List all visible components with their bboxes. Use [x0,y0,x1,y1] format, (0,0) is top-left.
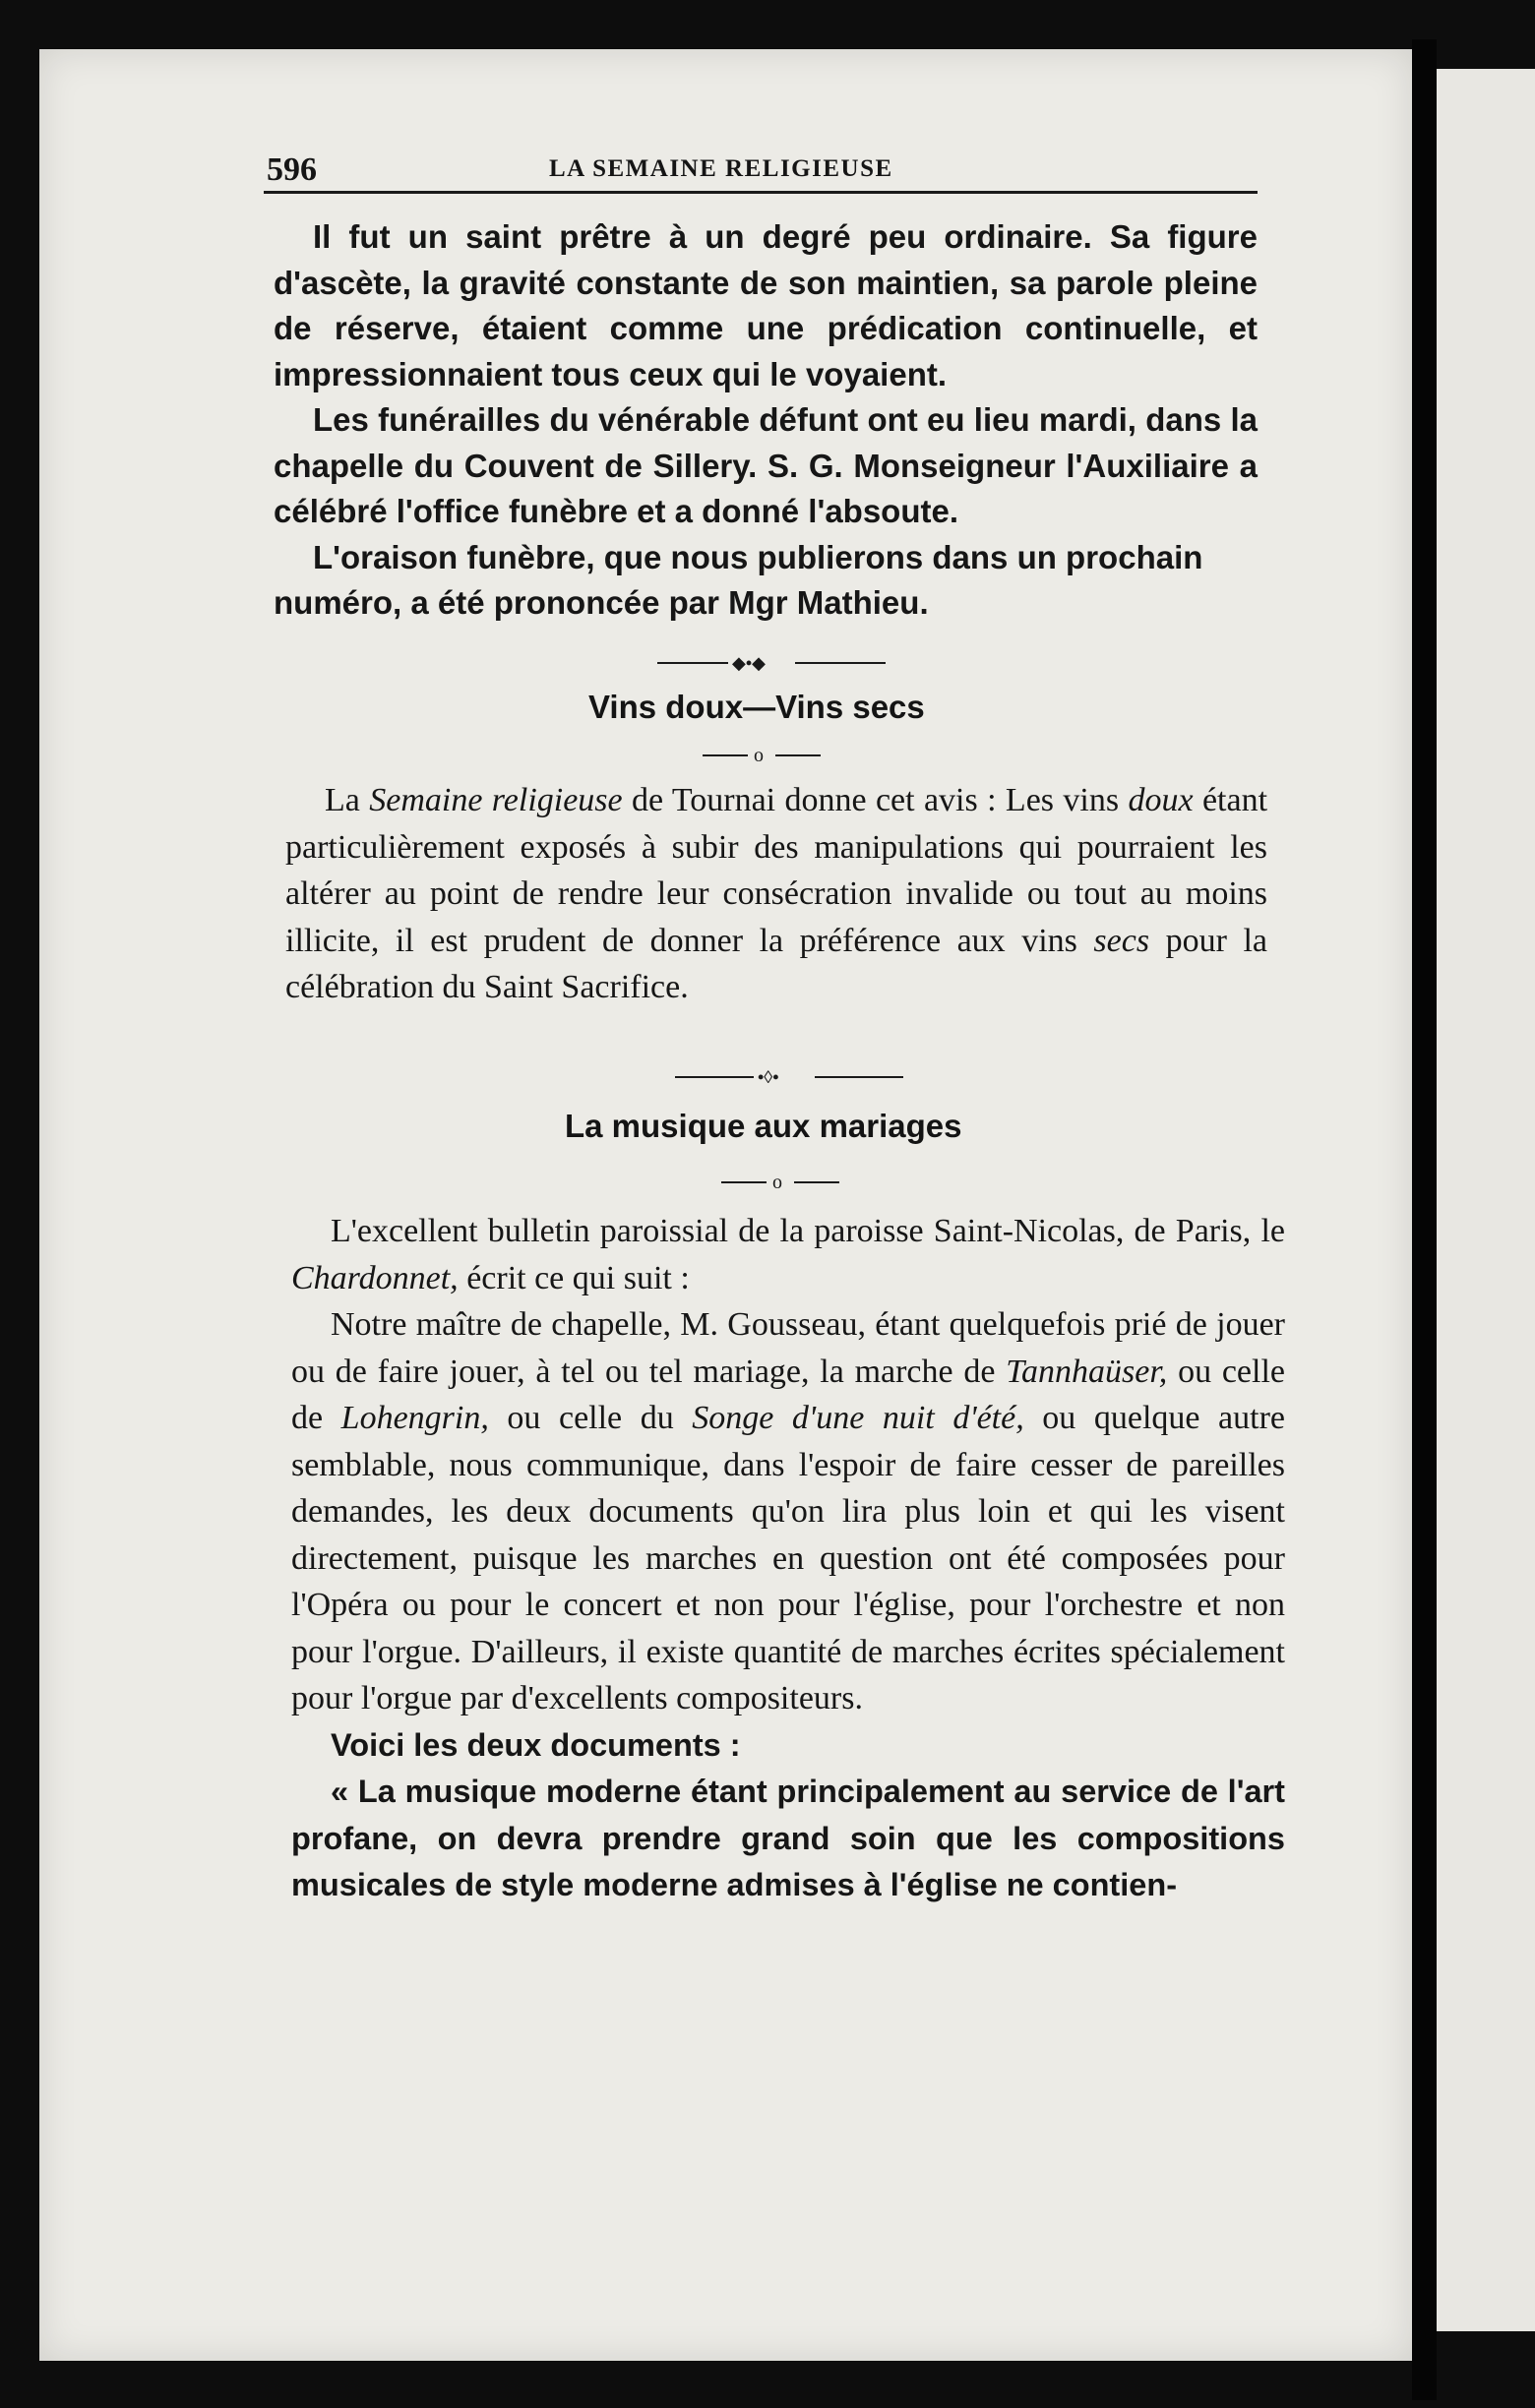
italic-run: secs [1093,922,1150,959]
musique-paragraph-3: Voici les deux documents : [331,1726,741,1763]
italic-run: Lohengrin, [340,1400,489,1436]
title-rule-2 [721,1171,839,1194]
text-run: ou celle de [291,1353,1286,1436]
section-vins-text [285,777,1267,1011]
musique-paragraph-1 [291,1208,1285,1301]
rule-line-right [794,1181,839,1183]
text-run: L'excellent bulletin paroissial de la paroisse Saint-Nicolas, de Paris, le [331,1213,1285,1249]
text-run: de Tournai donne cet avis : Les vins [622,782,1129,818]
ornament-flourish-icon: ◆•◆ [732,653,766,673]
musique-paragraph-2 [291,1301,1285,1722]
vins-paragraph [285,777,1267,1011]
ornament-line-right [815,1076,903,1078]
section-ornament-2 [675,1067,903,1087]
intro-paragraph-2: Les funérailles du vénérable défunt ont eu lieu mardi, dans la chapelle du Couvent de Sillery. S. G. Monseigneur l'Auxiliaire a célébré l'office funèbre et a donné l'absoute. [274,401,1258,529]
intro-paragraph-3: L'oraison funèbre, que nous publierons dans un prochain numéro, a été prononcée par Mgr Mathieu. [274,538,1203,621]
ornament-line-right [795,662,886,664]
text-run: étant particulièrement exposés à subir des manipulations qui pourraient les altérer au point de rendre leur consécration invalide ou tout au moins illicite, il est prudent de donner la préférence aux vins [285,782,1268,959]
rule-mark: o [754,745,764,766]
ornament-flourish-icon: •◊• [758,1067,779,1087]
rule-line-left [721,1181,767,1183]
facing-page-edge [1437,69,1535,2331]
text-run: Notre maître de chapelle, M. Gousseau, étant quelquefois prié de jouer ou de faire jouer, à tel ou tel mariage, la marche de [291,1306,1285,1390]
rule-line-right [775,754,821,756]
ornament-line-left [675,1076,754,1078]
italic-run: doux [1128,782,1194,818]
musique-paragraph-4: « La musique moderne étant principalement au service de l'art profane, on devra prendre grand soin que les compositions musicales de style moderne admises à l'église ne contien- [291,1774,1285,1902]
italic-run: Semaine religieuse [369,782,623,818]
page-number: 596 [267,151,317,188]
text-run: ou quelque autre semblable, nous communique, dans l'espoir de faire cesser de pareilles demandes, les deux documents qu'on lira plus loin et qui les visent directement, puisque les marches en question ont été composées pour l'Opéra ou pour le concert et non pour l'église, pour l'orchestre et non pour l'orgue. D'ailleurs, il existe quantité de marches écrites spécialement pour l'orgue par d'excellents compositeurs. [291,1400,1286,1716]
text-run: La [325,782,370,818]
ornament-line-left [657,662,728,664]
intro-paragraph-1: Il fut un saint prêtre à un degré peu ordinaire. Sa figure d'ascète, la gravité constante de son maintien, sa parole pleine de réserve, étaient comme une prédication continuelle, et impressionnaient tous ceux qui le voyaient. [274,218,1258,392]
italic-run: Tannhaüser, [1006,1353,1168,1390]
journal-title: LA SEMAINE RELIGIEUSE [549,155,893,182]
binding-shadow [1412,39,1437,2400]
text-run: pour la célébration du Saint Sacrifice. [285,922,1267,1005]
text-run: écrit ce qui suit : [458,1259,690,1296]
section-ornament-1 [657,653,886,673]
running-head [264,148,1258,194]
rule-mark: o [772,1172,782,1193]
section-musique-text [291,1208,1285,1909]
intro-text [274,214,1258,627]
section-title-vins: Vins doux—Vins secs [588,689,925,725]
rule-line-left [703,754,748,756]
text-run: ou celle du [488,1400,693,1436]
section-title-musique: La musique aux mariages [565,1108,962,1144]
title-rule-1 [703,744,821,767]
italic-run: Songe d'une nuit d'été, [692,1400,1024,1436]
italic-run: Chardonnet, [291,1259,459,1296]
